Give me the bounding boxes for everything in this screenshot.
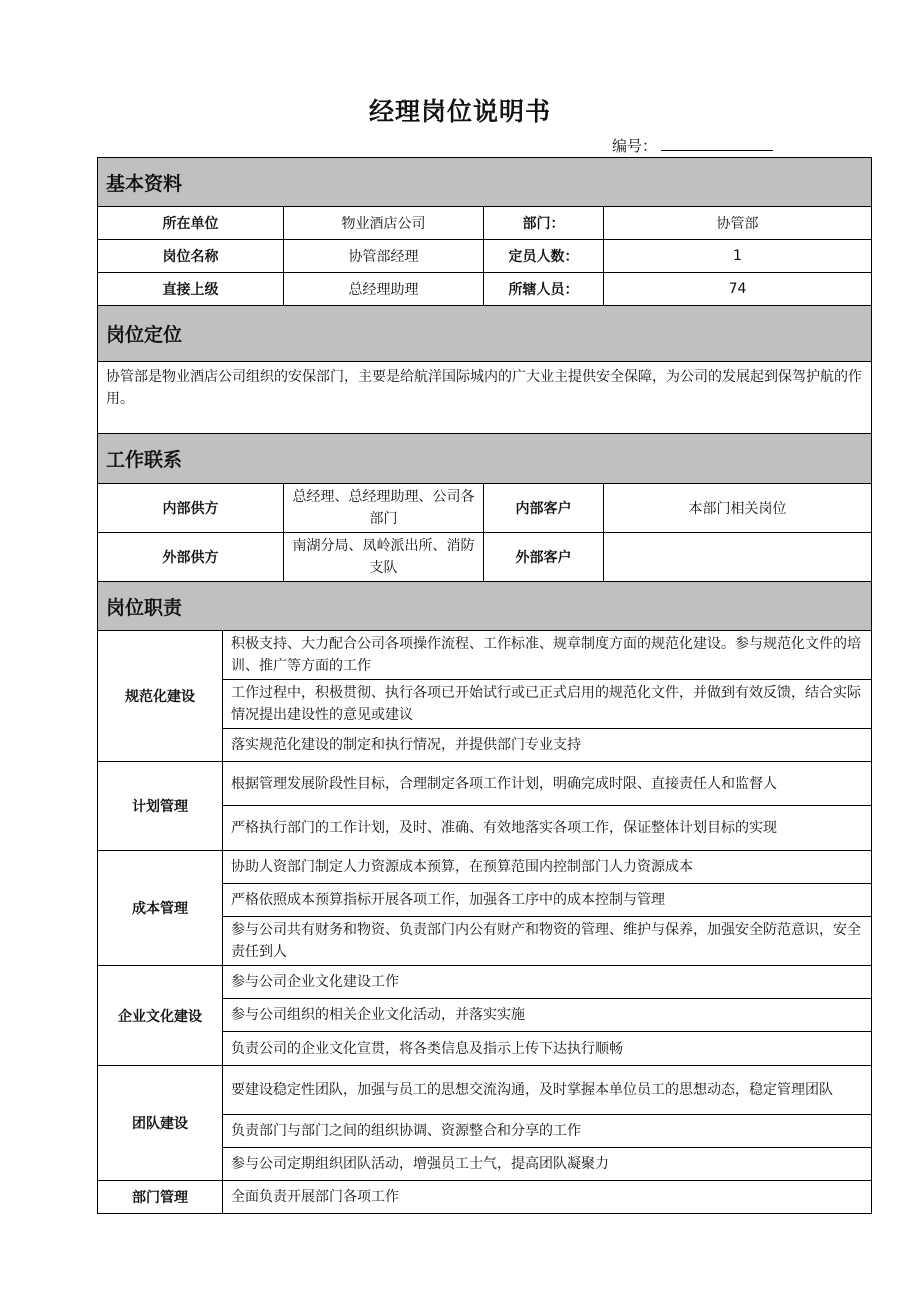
duty-item: 积极支持、大力配合公司各项操作流程、工作标准、规章制度方面的规范化建设。参与规范化文件的培训、推广等方面的工作 bbox=[223, 631, 872, 680]
duty-category: 计划管理 bbox=[98, 762, 223, 851]
duty-item: 负责公司的企业文化宣贯，将各类信息及指示上传下达执行顺畅 bbox=[223, 1032, 872, 1066]
field-value: 总经理、总经理助理、公司各部门 bbox=[284, 484, 484, 533]
field-label: 所辖人员： bbox=[484, 273, 604, 306]
position-description: 协管部是物业酒店公司组织的安保部门，主要是给航洋国际城内的广大业主提供安全保障，为公司的发展起到保驾护航的作用。 bbox=[98, 362, 872, 434]
field-value: 本部门相关岗位 bbox=[604, 484, 872, 533]
table-row bbox=[98, 851, 872, 884]
section-duties: 岗位职责 bbox=[98, 582, 872, 631]
field-label: 直接上级 bbox=[98, 273, 284, 306]
table-row bbox=[98, 966, 872, 999]
table-row bbox=[98, 240, 872, 273]
field-value: 74 bbox=[604, 273, 872, 306]
section-position: 岗位定位 bbox=[98, 306, 872, 362]
table-row bbox=[98, 273, 872, 306]
duty-category: 成本管理 bbox=[98, 851, 223, 966]
duty-category: 部门管理 bbox=[98, 1181, 223, 1214]
duty-category: 团队建设 bbox=[98, 1066, 223, 1181]
duty-item: 要建设稳定性团队，加强与员工的思想交流沟通，及时掌握本单位员工的思想动态，稳定管理团队 bbox=[223, 1066, 872, 1115]
field-label: 外部供方 bbox=[98, 533, 284, 582]
field-label: 内部客户 bbox=[484, 484, 604, 533]
document-number-blank[interactable] bbox=[661, 136, 773, 151]
duty-item: 参与公司组织的相关企业文化活动，并落实实施 bbox=[223, 999, 872, 1032]
document-title: 经理岗位说明书 bbox=[368, 97, 551, 126]
duty-item: 严格依照成本预算指标开展各项工作，加强各工序中的成本控制与管理 bbox=[223, 884, 872, 917]
duty-item: 全面负责开展部门各项工作 bbox=[223, 1181, 872, 1214]
field-label: 岗位名称 bbox=[98, 240, 284, 273]
field-value: 总经理助理 bbox=[284, 273, 484, 306]
field-value: 1 bbox=[604, 240, 872, 273]
table-row bbox=[98, 1066, 872, 1115]
table-row bbox=[98, 1181, 872, 1214]
duty-item: 参与公司定期组织团队活动，增强员工士气，提高团队凝聚力 bbox=[223, 1148, 872, 1181]
document-number-label: 编号： bbox=[612, 137, 658, 155]
duty-item: 工作过程中，积极贯彻、执行各项已开始试行或已正式启用的规范化文件，并做到有效反馈，结合实际情况提出建设性的意见或建议 bbox=[223, 680, 872, 729]
duty-item: 严格执行部门的工作计划，及时、准确、有效地落实各项工作，保证整体计划目标的实现 bbox=[223, 806, 872, 851]
table-row bbox=[98, 762, 872, 806]
field-label: 所在单位 bbox=[98, 207, 284, 240]
duty-item: 协助人资部门制定人力资源成本预算，在预算范围内控制部门人力资源成本 bbox=[223, 851, 872, 884]
field-label: 内部供方 bbox=[98, 484, 284, 533]
field-value: 南湖分局、凤岭派出所、消防支队 bbox=[284, 533, 484, 582]
info-table bbox=[97, 157, 872, 631]
duty-item: 负责部门与部门之间的组织协调、资源整合和分享的工作 bbox=[223, 1115, 872, 1148]
duty-category: 企业文化建设 bbox=[98, 966, 223, 1066]
duties-table bbox=[97, 630, 872, 1214]
table-row bbox=[98, 533, 872, 582]
duty-item: 根据管理发展阶段性目标，合理制定各项工作计划，明确完成时限、直接责任人和监督人 bbox=[223, 762, 872, 806]
duty-category: 规范化建设 bbox=[98, 631, 223, 762]
duty-item: 参与公司企业文化建设工作 bbox=[223, 966, 872, 999]
field-label: 部门： bbox=[484, 207, 604, 240]
field-value: 协管部经理 bbox=[284, 240, 484, 273]
section-work-relations: 工作联系 bbox=[98, 434, 872, 484]
field-value bbox=[604, 533, 872, 582]
section-basic-info: 基本资料 bbox=[98, 158, 872, 207]
field-value: 协管部 bbox=[604, 207, 872, 240]
field-label: 定员人数： bbox=[484, 240, 604, 273]
duty-item: 参与公司共有财务和物资、负责部门内公有财产和物资的管理、维护与保养，加强安全防范意识，安全责任到人 bbox=[223, 917, 872, 966]
field-label: 外部客户 bbox=[484, 533, 604, 582]
table-row bbox=[98, 484, 872, 533]
table-row bbox=[98, 631, 872, 680]
field-value: 物业酒店公司 bbox=[284, 207, 484, 240]
table-row bbox=[98, 207, 872, 240]
document-number bbox=[612, 135, 773, 156]
duty-item: 落实规范化建设的制定和执行情况，并提供部门专业支持 bbox=[223, 729, 872, 762]
